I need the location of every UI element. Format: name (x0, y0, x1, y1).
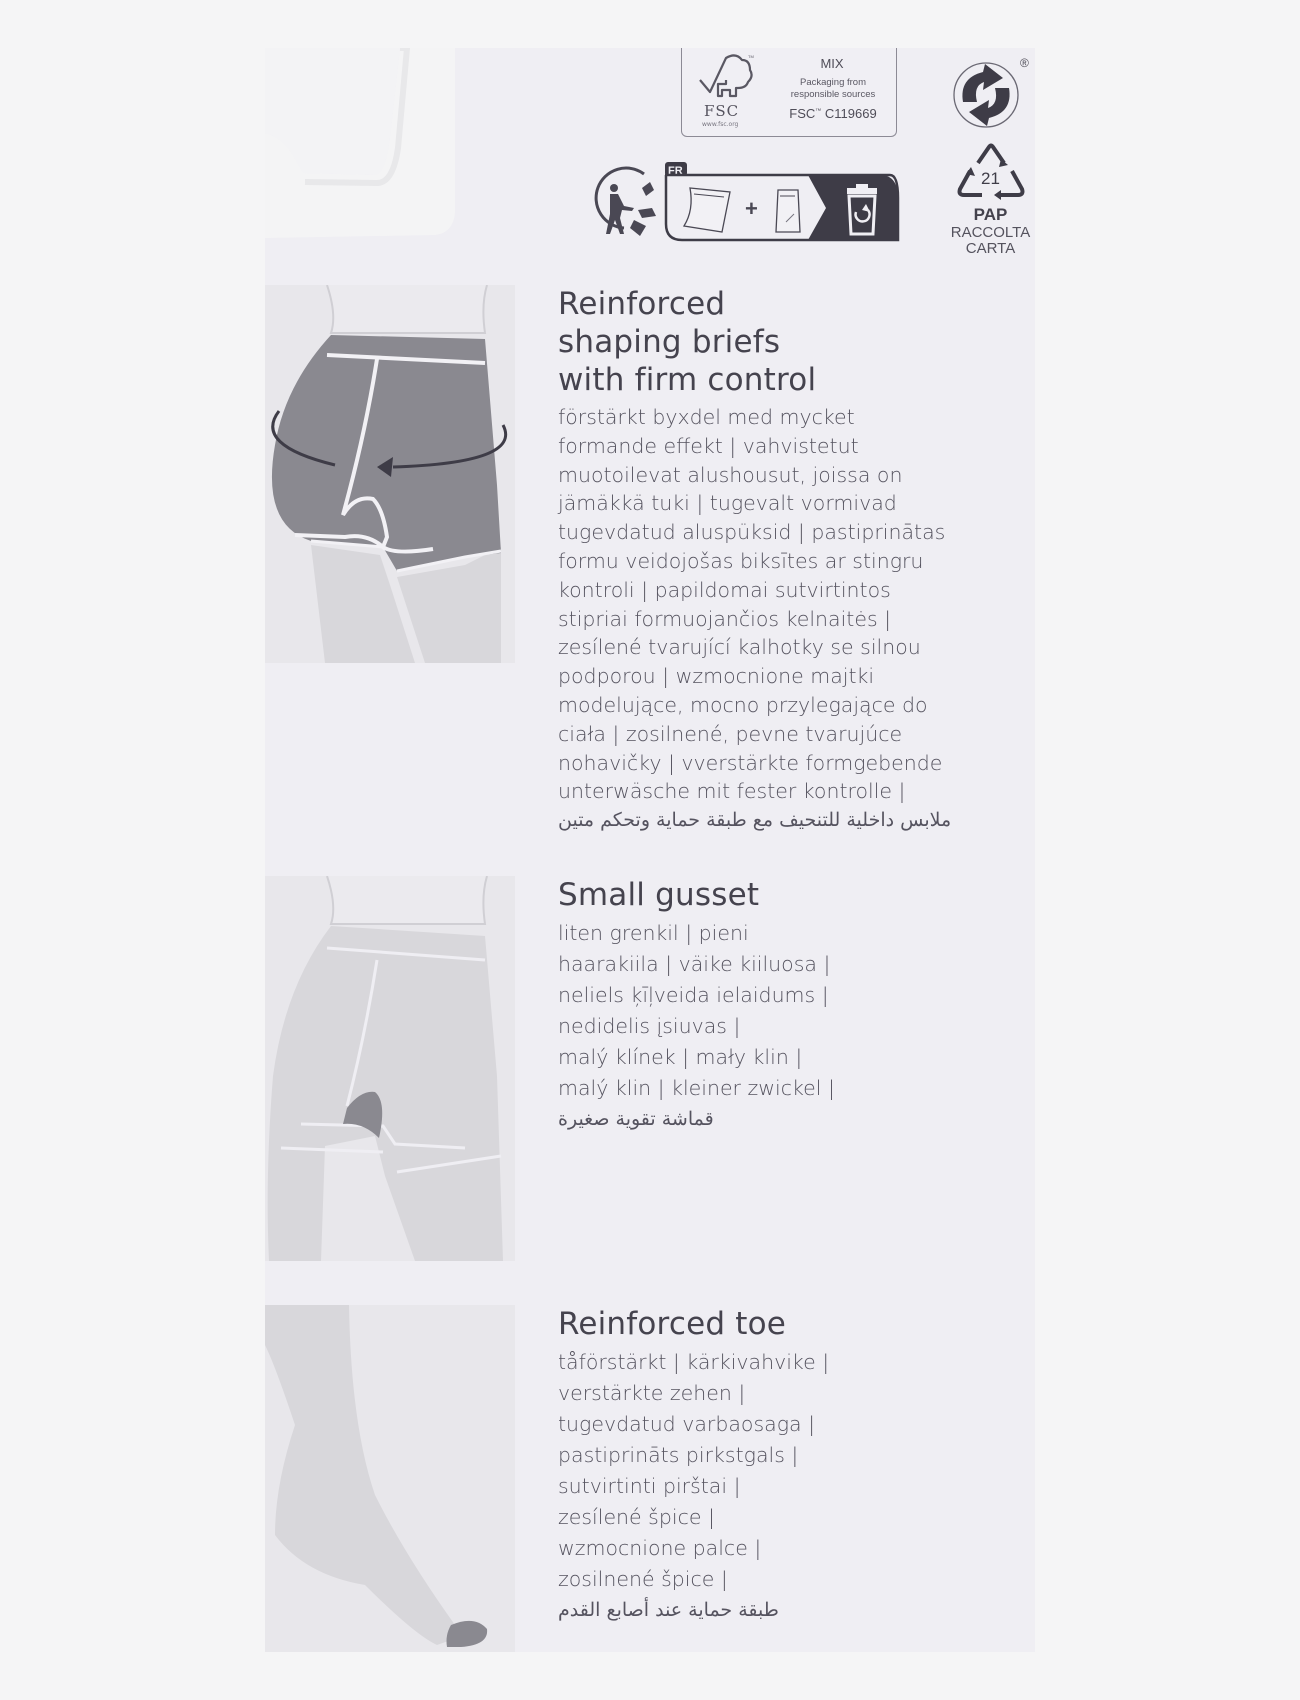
description-arabic: قماشة تقوية صغيرة (558, 1108, 714, 1130)
feature-title (558, 876, 1018, 914)
fsc-label (681, 48, 897, 137)
description-line: haarakiila | väike kiiluosa | (558, 952, 831, 976)
fsc-packaging-line2: responsible sources (790, 89, 876, 100)
feature-small-gusset (265, 876, 1035, 1266)
description-line: muotoilevat alushousut, joissa on (558, 462, 903, 487)
description-line: malý klin | kleiner zwickel | (558, 1076, 835, 1100)
description-line: tåförstärkt | kärkivahvike | (558, 1350, 830, 1374)
triman-sorting-info (590, 158, 900, 243)
feature-description (558, 918, 1018, 1135)
description-arabic: ملابس داخلية للتنحيف مع طبقة حماية وتحكم متين (558, 809, 952, 832)
description-line: malý klínek | mały klin | (558, 1045, 803, 1069)
plus-sign: + (745, 196, 758, 221)
description-line: zesílené špice | (558, 1505, 715, 1529)
green-dot-recycling-icon (951, 60, 1021, 130)
description-line: modelujące, mocno przylegające do (558, 692, 928, 717)
description-line: wzmocnione palce | (558, 1536, 762, 1560)
description-line: podporou | wzmocnione majtki (558, 664, 875, 689)
packaging-card (265, 48, 1035, 1652)
collection-line2: CARTA (965, 240, 1016, 257)
description-line: formu veidojošas biksītes ar stingru (558, 548, 924, 573)
feature-title (558, 1305, 1018, 1343)
description-line: jämäkkä tuki | tugevalt vormivad (558, 491, 897, 516)
description-line: liten grenkil | pieni (558, 921, 749, 945)
feature-description (558, 403, 1018, 835)
feature-shaping-briefs (265, 285, 1035, 832)
description-arabic: طبقة حماية عند أصابع القدم (558, 1599, 779, 1621)
description-line: stipriai formuojančios kelnaitės | (558, 606, 892, 631)
description-line: pastiprināts pirkstgals | (558, 1443, 799, 1467)
svg-text:TM: TM (748, 54, 754, 59)
fsc-packaging-line1: Packaging from (799, 77, 866, 88)
description-line: förstärkt byxdel med mycket (558, 405, 855, 429)
recycling-material: PAP (973, 205, 1008, 224)
description-line: tugevdatud varbaosaga | (558, 1412, 815, 1436)
gusset-illustration (265, 876, 515, 1261)
fsc-code-number: C119669 (824, 106, 877, 121)
title-line: shaping briefs (558, 324, 781, 360)
hanger-shape (265, 48, 455, 243)
feature-title (558, 285, 1018, 399)
feature-text (558, 876, 1018, 1135)
fr-badge-text: FR (668, 165, 683, 177)
title-line: with firm control (558, 362, 817, 398)
description-line: verstärkte zehen | (558, 1381, 746, 1405)
fsc-tm: ™ (815, 108, 822, 115)
collection-line1: RACCOLTA (950, 224, 1031, 241)
description-line: tugevdatud aluspüksid | pastiprinātas (558, 520, 946, 545)
fsc-license-code (768, 106, 898, 121)
description-line: nohavičky | vverstärkte formgebende (558, 750, 943, 775)
feature-description (558, 1347, 1018, 1626)
fsc-tree-check-icon (696, 52, 756, 104)
feature-text (558, 285, 1018, 835)
description-line: ciała | zosilnené, pevne tvarujúce (558, 721, 903, 746)
description-line: kontroli | papildomai sutvirtintos (558, 577, 891, 602)
fsc-license-prefix: FSC (789, 106, 816, 121)
description-line: zosilnené špice | (558, 1567, 728, 1591)
title-line: Small gusset (558, 877, 760, 913)
description-line: nedidelis įsiuvas | (558, 1014, 741, 1038)
fsc-packaging-text (768, 77, 898, 101)
registered-mark: ® (1020, 56, 1029, 70)
fsc-mix: MIX (820, 56, 844, 71)
feature-text (558, 1305, 1018, 1626)
title-line: Reinforced toe (558, 1306, 787, 1342)
description-line: sutvirtinti pirštai | (558, 1474, 741, 1498)
recycling-code: 21 (981, 169, 1000, 188)
fsc-wordmark: FSC (704, 102, 740, 120)
description-line: zesílené tvarující kalhotky se silnou (558, 635, 921, 660)
description-line: neliels ķīļveida ielaidums | (558, 983, 829, 1007)
title-line: Reinforced (558, 286, 726, 322)
toe-illustration (265, 1305, 515, 1652)
triman-icon (596, 168, 656, 236)
feature-reinforced-toe (265, 1305, 1035, 1652)
fsc-url: www.fsc.org (702, 121, 739, 128)
shaping-briefs-illustration (265, 285, 515, 663)
description-line: formande effekt | vahvistetut (558, 433, 859, 458)
pap-recycling-label (943, 141, 1038, 257)
description-line: unterwäsche mit fester kontrolle | (558, 779, 906, 804)
